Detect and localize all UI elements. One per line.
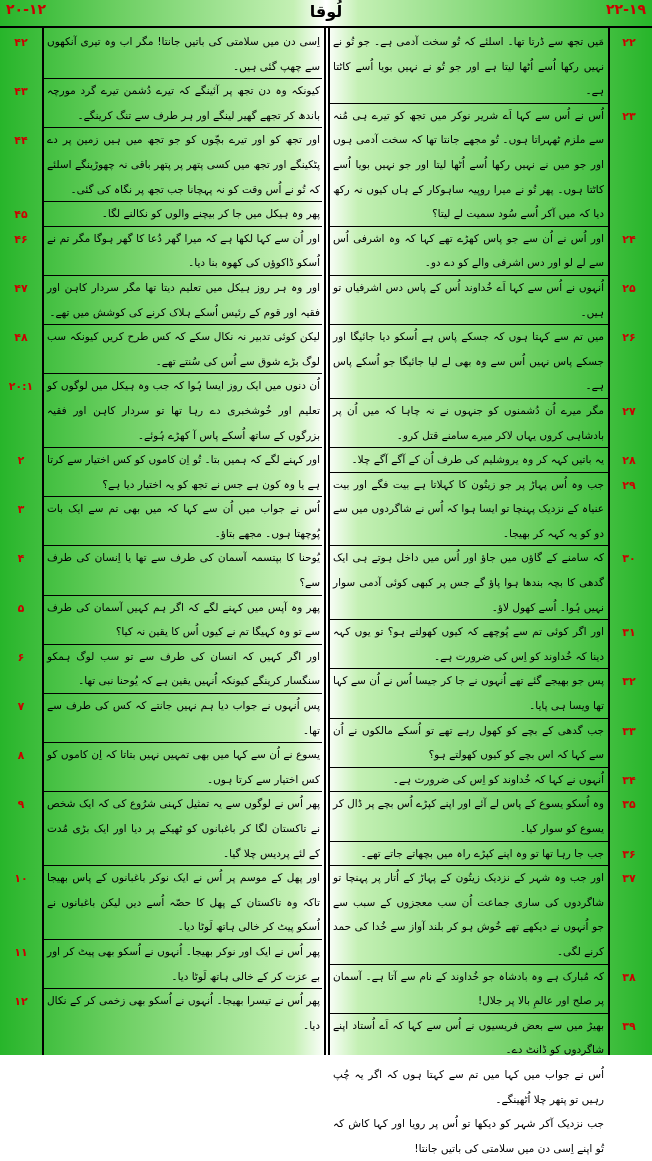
verse-number: ۴۵ [14,208,28,221]
verse-number: ۴ [17,552,25,565]
outer-rule-right [608,26,610,1055]
verse-text: پس جو بھیجے گئے تھے اُنہوں نے جا کر جیسا اُس نے اُن سے کہا تھا ویسا ہی پایا۔ [333,675,604,713]
chapter-range-left: ۲۰-۱۲ [6,2,46,18]
verse-number: ۲۰:۱ [8,380,34,393]
verse-number: ۱۱ [14,946,28,959]
verse-number: ۵ [17,602,25,615]
verse-number: ۹ [17,798,25,811]
verse-number: ۲۴ [622,233,636,246]
page-header [0,0,652,28]
verse-number: ۲۶ [622,331,636,344]
left-text-column [47,30,320,1052]
verse-number: ۳۹ [622,1020,636,1033]
outer-rule-left [42,26,44,1055]
verse-number: ۳۴ [622,774,636,787]
verse-number: ۲۲ [622,36,636,49]
verse-number: ۸ [17,749,25,762]
verse-text: میں تم سے کہتا ہوں کہ جسکے پاس ہے اُسکو دیا جائیگا اور جسکے پاس نہیں اُس سے وہ بھی لے لیا جائیگا جو اُسکے پاس ہے۔ [333,331,604,393]
verse-text: اُنہوں نے کہا کہ خُداوند کو اِس کی ضرورت ہے۔ [392,773,604,786]
verse-number: ۴۳ [14,85,28,98]
verse-text: پس اُنہوں نے جواب دیا ہم نہیں جانتے کہ کس کی طرف سے تھا۔ [47,700,320,737]
verse-text: اور کہنے لگے کہ ہمیں بتا۔ تُو اِن کاموں کو کس اختیار سے کرتا ہے یا وہ کون ہے جس نے تجھ کو یہ اختیار دیا ہے؟ [47,454,320,491]
verse-number: ۳ [17,503,25,516]
verse-number: ۳۸ [622,971,636,984]
verse-number: ۲۵ [622,282,636,295]
verse-number: ۲۳ [622,110,636,123]
verse-text: پھر اُس نے لوگوں سے یہ تمثیل کہنی شرُوع کی کہ ایک شخص نے تاکستان لگا کر باغبانوں کو ٹھیکے پر دیا اور ایک بڑی مُدت کے لئے پردیس چلا گیا۔ [47,798,320,860]
verse-text: جب نزدیک آکر شہر کو دیکھا تو اُس پر رویا اور کہا کاش کہ تُو اپنے اِسی دن میں سلامتی کی باتیں جانتا! [333,1118,604,1155]
verse-text: اور جب وہ شہر کے نزدیک زیتُون کے پہاڑ کے اُتار پر پہنچا تو شاگردوں کی ساری جماعت اُن سب معجزوں کے سبب سے جو اُنہوں نے دیکھے تھے خُوش ہو کر بلند آواز سے خُدا کی حمد کرنے لگی۔ [333,872,604,958]
verse-text: کہ مُبارک ہے وہ بادشاہ جو خُداوند کے نام سے آتا ہے۔ آسمان پر صلح اور عالمِ بالا پر جلال! [333,970,604,1008]
center-rule-left [324,26,326,1055]
verse-text: پھر اُس نے تیسرا بھیجا۔ اُنہوں نے اُسکو بھی زخمی کر کے نکال دیا۔ [47,995,320,1032]
right-text-column [333,30,604,1155]
verse-number: ۴۸ [14,331,28,344]
verse-text: یُوحنا کا بپتسمہ آسمان کی طرف سے تھا یا اِنسان کی طرف سے؟ [47,552,320,590]
verse-number: ۴۲ [14,36,28,49]
verse-number: ۳۷ [622,872,636,885]
verse-number: ۶ [17,651,25,664]
verse-number: ۳۳ [622,725,636,738]
verse-number: ۳۱ [622,626,636,639]
verse-number: ۲ [17,454,25,467]
verse-number: ۲۹ [622,479,636,492]
center-rule-right [328,26,330,1055]
verse-text: اور اُس نے اُن سے جو پاس کھڑے تھے کہا کہ وہ اشرفی اُس سے لے لو اور دس اشرفی والے کو دے دو۔ [333,232,604,270]
verse-text: اُس نے جواب میں کہا میں تم سے کہتا ہوں کہ اگر یہ چُپ رہیں تو پتھر چلا اُٹھینگے۔ [333,1068,604,1106]
verse-text: یسوع نے اُن سے کہا میں بھی تمہیں نہیں بتاتا کہ اِن کاموں کو کس اختیار سے کرتا ہوں۔ [47,749,320,786]
verse-text: پھر وہ آپس میں کہنے لگے کہ اگر ہم کہیں آسمان کی طرف سے تو وہ کہیگا تم نے کیوں اُس کا یقین نہ کیا؟ [47,601,320,639]
verse-number: ۳۲ [622,675,636,688]
verse-number: ۱۲ [14,995,28,1008]
verse-text: اور اگر کہیں کہ انسان کی طرف سے تو سب لوگ ہمکو سنگسار کرینگے کیونکہ اُنہیں یقین ہے کہ یُوحنا نبی تھا۔ [47,650,320,688]
verse-text: اُس نے اُس سے کہا اَے شریر نوکر میں تجھ کو تیرے ہی مُنہ سے ملزم ٹھہراتا ہوں۔ تُو مجھے جانتا تھا کہ سخت آدمی ہوں اور جو میں نے نہیں رکھا اُسے اُٹھا لیتا اور جو نہیں بویا اُسے کاٹتا ہوں۔ پھر تُو نے میرا روپیہ ساہوکار کے ہاں کیوں نہ رکھ دیا کہ میں آکر اُسے سُود سمیت لے لیتا؟ [333,109,604,221]
book-title: لُوقا [309,2,343,21]
verse-number: ۱۰ [14,872,28,885]
verse-text: اور تجھ کو اور تیرے بچّوں کو جو تجھ میں ہیں زمین پر دے پٹکینگے اور تجھ میں کسی پتھر پر پتھر باقی نہ چھوڑینگے اسلئے کہ تُو نے اُس وقت کو نہ پہچانا جب تجھ پر نگاہ کی گئی۔ [47,134,320,196]
verse-text: مَیں تجھ سے ڈرتا تھا۔ اسلئے کہ تُو سخت آدمی ہے۔ جو تُو نے نہیں رکھا اُسے اُٹھا لیتا ہے اور جو تُو نے نہیں بویا اُسے کاٹتا ہے۔ [333,36,604,98]
verse-number: ۴۷ [14,282,28,295]
verse-text: جب جا رہا تھا تو وہ اپنے کپڑے راہ میں بچھاتے جاتے تھے۔ [360,847,604,860]
verse-number: ۳۰ [622,552,636,565]
chapter-range-right: ۲۲-۱۹ [606,2,646,18]
verse-text: اُنہوں نے اُس سے کہا اَے خُداوند اُس کے پاس دس اشرفیاں تو ہیں۔ [333,281,604,319]
verse-number: ۷ [17,700,25,713]
verse-text: بھیڑ میں سے بعض فریسیوں نے اُس سے کہا کہ اَے اُستاد اپنے شاگردوں کو ڈانٹ دے۔ [333,1019,604,1057]
verse-text: اور اُن سے کہا لکھا ہے کہ میرا گھر دُعا کا گھر ہوگا مگر تم نے اُسکو ڈاکوؤں کی کھوہ بنا دیا۔ [47,232,320,270]
verse-text: مگر میرے اُن دُشمنوں کو جنہوں نے نہ چاہا کہ میں اُن پر بادشاہی کروں یہاں لاکر میرے سامنے قتل کرو۔ [333,404,604,442]
verse-number: ۲۸ [622,454,636,467]
verse-text: جب گدھی کے بچے کو کھول رہے تھے تو اُسکے مالکوں نے اُن سے کہا کہ اس بچے کو کیوں کھولتے ہو؟ [333,724,604,762]
verse-text: پھر وہ ہیکل میں جا کر بیچنے والوں کو نکالنے لگا۔ [101,208,320,221]
verse-text: کہ سامنے کے گاؤں میں جاؤ اور اُس میں داخل ہوتے ہی ایک گدھی کا بچہ بندھا ہوا پاؤ گے جس پر کبھی کوئی آدمی سوار نہیں ہُوا۔ اُسے کھول لاؤ۔ [333,552,604,614]
verse-text: پھر اُس نے ایک اور نوکر بھیجا۔ اُنہوں نے اُسکو بھی پیٹ کر اور بے عزت کر کے خالی ہاتھ لَوٹا دیا۔ [47,945,320,983]
verse-number: ۳۵ [622,798,636,811]
verse-text: اُس نے جواب میں اُن سے کہا کہ میں بھی تم سے ایک بات پُوچھتا ہوں۔ مجھے بتاؤ۔ [47,503,320,540]
verse-number: ۴۶ [14,233,28,246]
verse-number: ۲۷ [622,405,636,418]
verse-text: اُن دنوں میں ایک روز ایسا ہُوا کہ جب وہ ہیکل میں لوگوں کو تعلیم اور خُوشخبری دے رہا تھا تو سردار کاہن اور فقیہ بزرگوں کے ساتھ اُسکے پاس آ کھڑے ہُوئے۔ [47,380,320,442]
verse-text: کیونکہ وہ دن تجھ پر آئینگے کہ تیرے دُشمن تیرے گرد مورچہ باندھ کر تجھے گھیر لینگے اور ہر طرف سے تنگ کرینگے۔ [47,85,320,122]
verse-text: جب وہ اُس پہاڑ پر جو زیتُون کا کہلاتا ہے بیت فگے اور بیت عنیاہ کے نزدیک پہنچا تو ایسا ہوا کہ اُس نے شاگردوں میں سے دو کو یہ کہہ کر بھیجا۔ [333,478,604,540]
verse-text: لیکن کوئی تدبیر نہ نکال سکے کہ کس طرح کریں کیونکہ سب لوگ بڑے شوق سے اُس کی سُنتے تھے۔ [47,331,320,368]
verse-text: اور وہ ہر روز ہیکل میں تعلیم دیتا تھا مگر سردار کاہن اور فقیہ اور قوم کے رئیس اُسکے ہلاک کرنے کی کوشش میں تھے۔ [47,281,320,319]
verse-number: ۴۴ [14,134,28,147]
verse-text: اِسی دن میں سلامتی کی باتیں جانتا! مگر اب وہ تیری آنکھوں سے چھپ گئی ہیں۔ [47,36,320,73]
verse-text: وہ اُسکو یسوع کے پاس لے آئے اور اپنے کپڑے اُس بچے پر ڈال کر یسوع کو سوار کیا۔ [333,798,604,835]
verse-text: اور اگر کوئی تم سے پُوچھے کہ کیوں کھولتے ہو؟ تو یوں کہہ دینا کہ خُداوند کو اِس کی ضرورت ہے۔ [333,626,604,663]
verse-text: اور پھل کے موسم پر اُس نے ایک نوکر باغبانوں کے پاس بھیجا تاکہ وہ تاکستان کے پھل کا حصّہ اُسے دیں لیکن باغبانوں نے اُسکو پیٹ کر خالی ہاتھ لَوٹا دیا۔ [47,872,320,934]
verse-text: یہ باتیں کہہ کر وہ یروشلیم کی طرف اُن کے آگے آگے چلا۔ [351,454,604,467]
verse-number: ۳۶ [622,848,636,861]
